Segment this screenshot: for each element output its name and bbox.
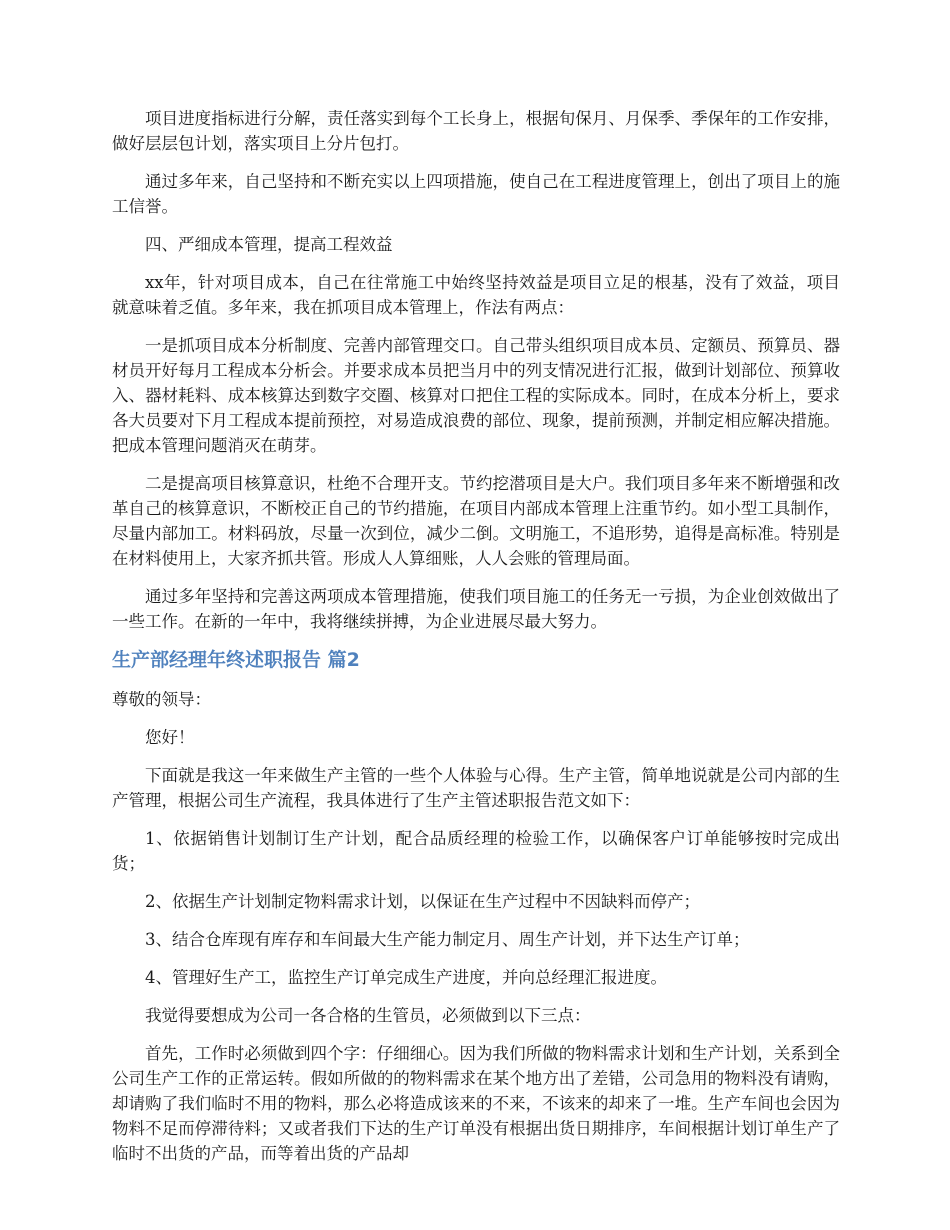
list-item: 2、依据生产计划制定物料需求计划，以保证在生产过程中不因缺料而停产； [145, 892, 700, 911]
paragraph: xx年，针对项目成本，自己在往常施工中始终坚持效益是项目立足的根基，没有了效益，项目就意味着乏值。多年来，我在抓项目成本管理上，作法有两点： [112, 273, 840, 317]
list-item: 1、依据销售计划制订生产计划，配合品质经理的检验工作，以确保客户订单能够按时完成出货； [112, 829, 840, 873]
document-page [112, 106, 840, 1179]
paragraph: 我觉得要想成为公司一各合格的生管员，必须做到以下三点： [145, 1006, 591, 1025]
salutation: 尊敬的领导： [112, 690, 211, 709]
paragraph: 通过多年坚持和完善这两项成本管理措施，使我们项目施工的任务无一亏损，为企业创效做出了一些工作。在新的一年中，我将继续拼搏，为企业进展尽最大努力。 [112, 587, 840, 631]
paragraph: 首先，工作时必须做到四个字：仔细细心。因为我们所做的物料需求计划和生产计划，关系到全公司生产工作的正常运转。假如所做的的物料需求在某个地方出了差错，公司急用的物料没有请购，却请购了我们临时不用的物料，那么必将造成该来的不来，不该来的却来了一堆。生产车间也会因为物料不足而停滞待料；又或者我们下达的生产订单没有根据出货日期排序，车间根据计划订单生产了临时不出货的产品，而等着出货的产品却 [112, 1044, 840, 1163]
paragraph: 下面就是我这一年来做生产主管的一些个人体验与心得。生产主管，简单地说就是公司内部的生产管理，根据公司生产流程，我具体进行了生产主管述职报告范文如下： [112, 766, 840, 810]
paragraph: 项目进度指标进行分解，责任落实到每个工长身上，根据旬保月、月保季、季保年的工作安排，做好层层包计划，落实项目上分片包打。 [112, 109, 840, 153]
section-subheading: 四、严细成本管理，提高工程效益 [145, 235, 393, 254]
paragraph: 二是提高项目核算意识，杜绝不合理开支。节约挖潜项目是大户。我们项目多年来不断增强和改革自己的核算意识，不断校正自己的节约措施，在项目内部成本管理上注重节约。如小型工具制作，尽量内部加工。材料码放，尽量一次到位，减少二倒。文明施工，不追形势，追得是高标准。特别是在材料使用上，大家齐抓共管。形成人人算细账，人人会账的管理局面。 [112, 474, 840, 568]
paragraph: 通过多年来，自己坚持和不断充实以上四项措施，使自己在工程进度管理上，创出了项目上的施工信誉。 [112, 172, 840, 216]
greeting: 您好！ [145, 728, 195, 747]
list-item: 4、管理好生产工，监控生产订单完成生产进度，并向总经理汇报进度。 [145, 968, 667, 987]
paragraph: 一是抓项目成本分析制度、完善内部管理交口。自己带头组织项目成本员、定额员、预算员、器材员开好每月工程成本分析会。并要求成本员把当月中的列支情况进行汇报，做到计划部位、预算收入、器材耗料、成本核算达到数字交圈、核算对口把住工程的实际成本。同时，在成本分析上，要求各大员要对下月工程成本提前预控，对易造成浪费的部位、现象，提前预测，并制定相应解决措施。把成本管理问题消灭在萌芽。 [112, 336, 840, 455]
section-heading: 生产部经理年终述职报告 篇2 [112, 649, 360, 671]
list-item: 3、结合仓库现有库存和车间最大生产能力制定月、周生产计划，并下达生产订单； [145, 930, 750, 949]
